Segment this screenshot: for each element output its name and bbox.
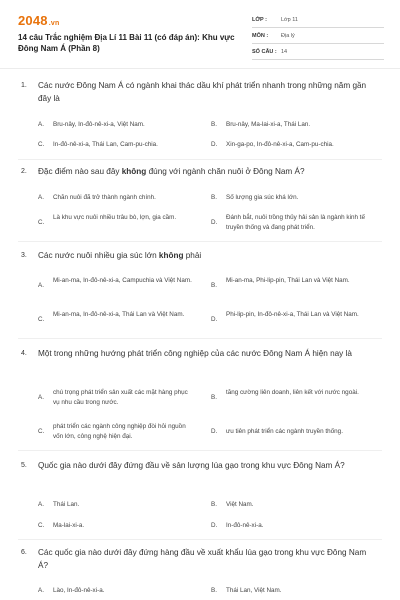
question-divider — [18, 450, 382, 451]
option-text: Đánh bắt, nuôi trồng thủy hải sản là ngành kinh tế truyền thống và đang phát triển. — [226, 214, 365, 231]
option-letter: D. — [211, 428, 218, 435]
meta-label: MÔN : — [252, 33, 269, 39]
logo-suffix: .vn — [48, 20, 60, 27]
question-divider — [18, 539, 382, 540]
question-number: 2. — [21, 168, 27, 175]
logo-main: 2048 — [18, 13, 48, 28]
option-letter: D. — [211, 219, 218, 226]
meta-value: 14 — [281, 49, 288, 55]
option-letter: B. — [211, 194, 217, 201]
question-text — [38, 250, 376, 263]
option-text: ưu tiên phát triển các ngành truyền thống. — [226, 428, 343, 435]
question-text: Quốc gia nào dưới đây đứng đầu về sản lượng lúa gạo trong khu vực Đông Nam Á? — [38, 461, 345, 470]
option-text: In-đô-nê-xi-a. — [226, 522, 264, 529]
option-letter: B. — [211, 282, 217, 289]
option-letter: C. — [38, 141, 45, 148]
option-text: Mi-an-ma, In-đô-nê-xi-a, Thái Lan và Việt Nam. — [53, 311, 185, 318]
option-letter: C. — [38, 522, 45, 529]
question-text: Các quốc gia nào dưới đây đứng hàng đầu về xuất khẩu lúa gạo trong khu vực Đông Nam Á? — [38, 548, 367, 570]
question-divider — [18, 159, 382, 160]
option-text: Bru-nây, In-đô-nê-xi-a, Việt Nam. — [53, 121, 145, 128]
option-text: In-đô-nê-xi-a, Thái Lan, Cam-pu-chia. — [53, 141, 158, 148]
question-number: 4. — [21, 350, 27, 357]
option-text: chú trọng phát triển sản xuất các mặt hàng phục vụ nhu cầu trong nước. — [53, 389, 188, 406]
option-letter: C. — [38, 219, 45, 226]
option-text: Số lượng gia súc khá lớn. — [226, 194, 299, 201]
option-text: Bru-nây, Ma-lai-xi-a, Thái Lan. — [226, 121, 311, 128]
question-number: 6. — [21, 549, 27, 556]
option-letter: A. — [38, 394, 44, 401]
option-text: Phi-lip-pin, In-đô-nê-xi-a, Thái Lan và Việt Nam. — [226, 311, 359, 318]
option-text: Lào, In-đô-nê-xi-a. — [53, 587, 105, 594]
option-text: tăng cường liên doanh, liên kết với nước ngoài. — [226, 389, 359, 396]
meta-label: LỚP : — [252, 17, 267, 23]
question-text-emphasis: không — [121, 167, 147, 176]
option-text: Thái Lan, Việt Nam. — [226, 587, 282, 594]
option-letter: D. — [211, 316, 218, 323]
question-number: 1. — [21, 82, 27, 89]
option-letter: A. — [38, 587, 44, 594]
question-number: 5. — [21, 462, 27, 469]
question-text-part: Các nước nuôi nhiều gia súc lớn — [38, 251, 159, 260]
option-letter: C. — [38, 428, 45, 435]
option-text: Xin-ga-po, In-đô-nê-xi-a, Cam-pu-chia. — [226, 141, 334, 148]
meta-label: SỐ CÂU : — [252, 49, 277, 55]
option-letter: B. — [211, 587, 217, 594]
option-letter: A. — [38, 121, 44, 128]
option-text: Ma-lai-xi-a. — [53, 522, 85, 529]
option-letter: A. — [38, 501, 44, 508]
option-text: Việt Nam. — [226, 501, 254, 508]
option-letter: D. — [211, 522, 218, 529]
question-text — [38, 166, 376, 179]
option-letter: B. — [211, 121, 217, 128]
option-text: Là khu vực nuôi nhiều trâu bò, lợn, gia cầm. — [53, 214, 177, 221]
option-letter: B. — [211, 501, 217, 508]
question-text-emphasis: không — [158, 251, 184, 260]
option-letter: A. — [38, 282, 44, 289]
option-text: Mi-an-ma, Phi-lip-pin, Thái Lan và Việt Nam. — [226, 277, 350, 284]
question-divider — [18, 241, 382, 242]
option-letter: A. — [38, 194, 44, 201]
question-text: Các nước Đông Nam Á có ngành khai thác dầu khí phát triển nhanh trong những năm gần đây là — [38, 81, 367, 103]
option-text: Mi-an-ma, In-đô-nê-xi-a, Campuchia và Việt Nam. — [53, 277, 192, 284]
option-text: Thái Lan. — [53, 501, 80, 508]
question-divider — [18, 338, 382, 339]
option-letter: B. — [211, 394, 217, 401]
option-text: Chăn nuôi đã trở thành ngành chính. — [53, 194, 156, 201]
question-text-part: đúng với ngành chăn nuôi ở Đông Nam Á? — [146, 167, 305, 176]
option-text: phát triển các ngành công nghiệp đòi hỏi nguồn vốn lớn, công nghệ hiện đại. — [53, 423, 186, 440]
question-number: 3. — [21, 252, 27, 259]
meta-value: Lớp 11 — [281, 17, 298, 23]
question-text: Một trong những hướng phát triển công nghiệp của các nước Đông Nam Á hiện nay là — [38, 349, 352, 358]
meta-value: Địa lý — [281, 33, 295, 39]
question-text-part: phải — [183, 251, 202, 260]
option-letter: C. — [38, 316, 45, 323]
document-title: 14 câu Trắc nghiệm Địa Lí 11 Bài 11 (có đáp án): Khu vực Đông Nam Á (Phần 8) — [18, 33, 235, 53]
option-letter: D. — [211, 141, 218, 148]
question-text-part: Đặc điểm nào sau đây — [38, 167, 122, 176]
